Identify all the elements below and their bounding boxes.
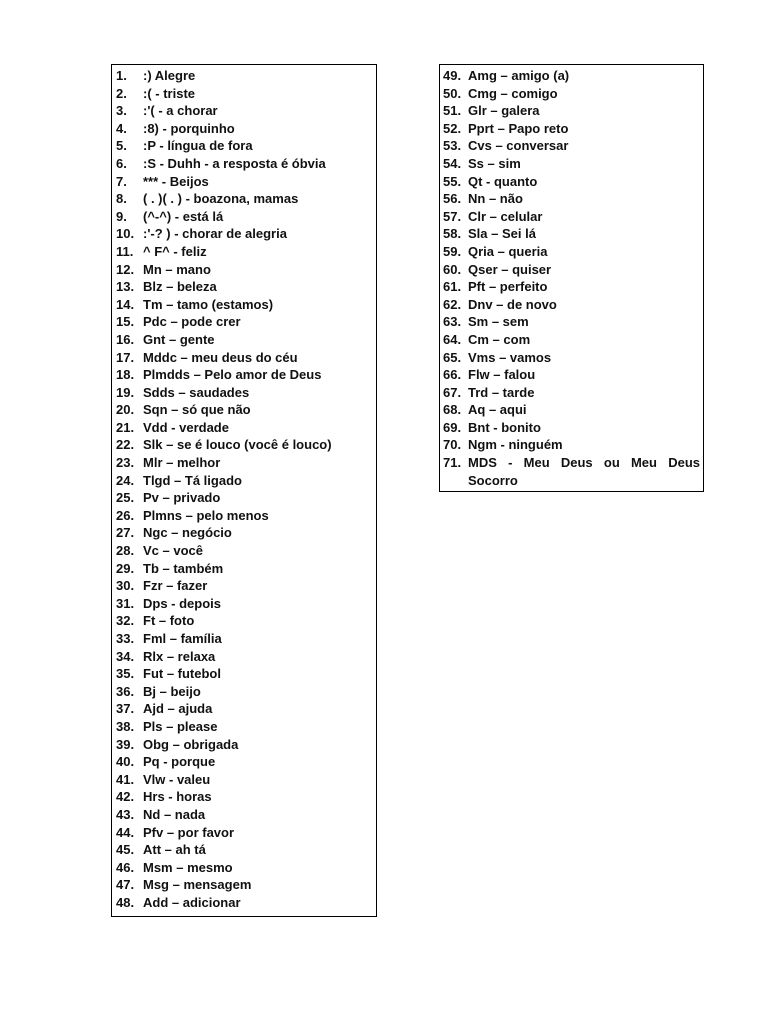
item-text: Qser – quiser [468,261,552,277]
item-number: 15. [116,314,135,330]
item-number: 35. [116,666,135,682]
list-item [440,384,703,402]
item-text: Msg – mensagem [143,877,252,893]
item-text: Pq - porque [143,754,216,770]
item-text: Vlw - valeu [143,771,211,787]
list-item [440,296,703,314]
item-text: Mddc – meu deus do céu [143,349,298,365]
item-text: :'( - a chorar [143,103,218,119]
item-number: 9. [116,208,127,224]
list-item [112,296,376,314]
list-item [112,560,376,578]
item-text: Pls – please [143,718,218,734]
item-text: Ft – foto [143,613,195,629]
list-item [112,876,376,894]
item-text: Nd – nada [143,806,206,822]
list-item [112,524,376,542]
list-item [112,859,376,877]
item-number: 67. [443,384,462,400]
list-item [112,472,376,490]
list-item [440,120,703,138]
item-number: 28. [116,543,135,559]
item-text: Cm – com [468,331,531,347]
list-item [440,313,703,331]
list-item [440,366,703,384]
item-text: Tlgd – Tá ligado [143,472,242,488]
list-item [440,243,703,261]
list-item [112,595,376,613]
item-number: 12. [116,261,135,277]
item-number: 7. [116,173,127,189]
item-text: Amg – amigo (a) [468,68,570,83]
item-number: 70. [443,437,462,453]
item-number: 19. [116,384,135,400]
list-item [440,137,703,155]
item-number: 48. [116,894,135,910]
list-item [112,806,376,824]
item-text: Vc – você [143,543,203,559]
item-number: 26. [116,507,135,523]
item-text: Pdc – pode crer [143,314,241,330]
item-text: Ss – sim [468,155,521,171]
item-number: 4. [116,120,127,136]
item-text: *** - Beijos [143,173,209,189]
item-number: 23. [116,455,135,471]
abbreviations-list-left [111,64,377,917]
list-item [112,771,376,789]
list-item [112,208,376,226]
item-text: Fml – família [143,631,222,646]
item-number: 49. [443,68,462,83]
item-number: 38. [116,718,135,734]
list-item [112,894,376,912]
item-text: Bj – beijo [143,683,201,699]
list-item [112,419,376,437]
item-text: Flw – falou [468,367,536,383]
item-number: 71. [443,455,462,471]
list-item [112,542,376,560]
item-text: Fzr – fazer [143,578,208,594]
item-number: 16. [116,331,135,347]
item-text: Ngc – negócio [143,525,232,541]
item-number: 18. [116,367,135,383]
item-text: Pv – privado [143,490,221,506]
list-item [112,736,376,754]
item-text: Mlr – melhor [143,455,221,471]
list-item [112,85,376,103]
list-item [112,155,376,173]
list-item [440,401,703,419]
item-text: Plmdds – Pelo amor de Deus [143,367,322,383]
item-number: 31. [116,595,135,611]
item-text: Pprt – Papo reto [468,120,569,136]
item-number: 6. [116,155,127,171]
list-item [112,507,376,525]
list-item [112,261,376,279]
abbreviations-list-right [439,64,704,492]
list-item [440,225,703,243]
item-number: 54. [443,155,462,171]
item-number: 1. [116,68,127,83]
list-item [112,841,376,859]
list-item [112,243,376,261]
item-text: :S - Duhh - a resposta é óbvia [143,155,326,171]
item-number: 11. [116,243,134,259]
list-item [440,173,703,191]
item-number: 43. [116,806,135,822]
item-number: 10. [116,226,135,242]
item-text: Att – ah tá [143,842,206,858]
item-number: 42. [116,789,135,805]
item-text: Sdds – saudades [143,384,250,400]
item-number: 45. [116,842,135,858]
item-text: Ajd – ajuda [143,701,213,717]
item-text: Aq – aqui [468,402,527,418]
item-number: 3. [116,103,127,119]
item-number: 62. [443,296,462,312]
item-number: 2. [116,85,127,101]
list-item [440,261,703,279]
item-text: Sm – sem [468,314,529,330]
list-item [112,436,376,454]
list-item [112,67,376,85]
list-item [440,436,703,454]
item-text: Vdd - verdade [143,419,229,435]
list-item [112,700,376,718]
list-item [112,788,376,806]
list-item [112,190,376,208]
item-number: 14. [116,296,135,312]
item-number: 64. [443,331,462,347]
list-item [440,419,703,437]
item-number: 5. [116,138,127,154]
item-number: 60. [443,261,462,277]
list-item [112,665,376,683]
item-number: 22. [116,437,135,453]
item-text: Add – adicionar [143,894,241,910]
item-number: 25. [116,490,135,506]
list-item [112,648,376,666]
list-item [440,190,703,208]
item-text: MDS - Meu Deus ou Meu Deus Socorro [468,455,700,488]
item-number: 52. [443,120,462,136]
list-item [440,349,703,367]
item-text: Hrs - horas [143,789,212,805]
item-number: 55. [443,173,462,189]
item-number: 20. [116,402,135,418]
item-number: 63. [443,314,462,330]
item-number: 44. [116,824,135,840]
item-text: Ngm - ninguém [468,437,563,453]
list-item [112,489,376,507]
item-number: 39. [116,736,135,752]
list-item [112,102,376,120]
item-number: 65. [443,349,462,365]
item-text: Plmns – pelo menos [143,507,269,523]
item-text: ^ F^ - feliz [143,243,207,259]
item-text: Dnv – de novo [468,296,557,312]
item-number: 32. [116,613,135,629]
item-text: Rlx – relaxa [143,648,216,664]
item-number: 59. [443,243,462,259]
list-item [440,454,703,489]
item-text: Cvs – conversar [468,138,569,154]
item-number: 58. [443,226,462,242]
list-item [112,753,376,771]
list-item [112,630,376,648]
list-item [112,331,376,349]
list-item [112,137,376,155]
list-item [112,120,376,138]
list-item [440,155,703,173]
list-item [440,208,703,226]
item-text: Mn – mano [143,261,211,277]
list-item [112,454,376,472]
item-text: Sla – Sei lá [468,226,536,242]
item-text: Cmg – comigo [468,85,558,101]
item-text: Pft – perfeito [468,279,548,295]
item-text: Msm – mesmo [143,859,233,875]
item-number: 34. [116,648,135,664]
item-text: Glr – galera [468,103,540,119]
list-item [112,173,376,191]
list-item [112,313,376,331]
item-number: 29. [116,560,135,576]
item-number: 51. [443,103,462,119]
item-number: 40. [116,754,135,770]
item-text: Tm – tamo (estamos) [143,296,274,312]
item-number: 13. [116,279,135,295]
item-number: 61. [443,279,462,295]
item-text: :( - triste [143,85,195,101]
item-text: Tb – também [143,560,224,576]
list-item [112,278,376,296]
item-text: :P - língua de fora [143,138,253,154]
item-text: Obg – obrigada [143,736,239,752]
item-text: :) Alegre [143,68,196,83]
item-number: 68. [443,402,462,418]
item-number: 66. [443,367,462,383]
list-item [112,718,376,736]
item-text: ( . )( . ) - boazona, mamas [143,191,299,207]
list-item [440,102,703,120]
item-text: Qria – queria [468,243,548,259]
item-text: Trd – tarde [468,384,535,400]
item-number: 46. [116,859,135,875]
item-text: Bnt - bonito [468,419,541,435]
list-item [440,331,703,349]
list-item [440,85,703,103]
item-text: Blz – beleza [143,279,217,295]
item-text: Pfv – por favor [143,824,235,840]
item-number: 56. [443,191,462,207]
item-text: Dps - depois [143,595,222,611]
item-number: 41. [116,771,135,787]
item-text: Fut – futebol [143,666,221,682]
list-item [440,278,703,296]
item-text: :'-? ) - chorar de alegria [143,226,287,242]
item-number: 47. [116,877,135,893]
list-item [112,401,376,419]
item-number: 36. [116,683,135,699]
item-number: 33. [116,631,135,646]
item-number: 17. [116,349,135,365]
item-number: 30. [116,578,135,594]
item-number: 57. [443,208,462,224]
item-number: 21. [116,419,135,435]
list-item [112,577,376,595]
list-item [112,683,376,701]
item-number: 69. [443,419,462,435]
list-item [112,366,376,384]
item-number: 53. [443,138,462,154]
item-text: Nn – não [468,191,523,207]
list-item [112,824,376,842]
item-text: Vms – vamos [468,349,552,365]
list-item [112,384,376,402]
item-number: 8. [116,191,127,207]
item-text: :8) - porquinho [143,120,235,136]
list-item [112,225,376,243]
item-text: Qt - quanto [468,173,538,189]
list-item [112,612,376,630]
item-number: 24. [116,472,135,488]
item-number: 37. [116,701,135,717]
item-text: Slk – se é louco (você é louco) [143,437,332,453]
item-text: Sqn – só que não [143,402,251,418]
item-text: Gnt – gente [143,331,215,347]
list-item [440,67,703,85]
list-item [112,349,376,367]
item-text: (^-^) - está lá [143,208,224,224]
item-number: 27. [116,525,135,541]
item-text: Clr – celular [468,208,543,224]
item-number: 50. [443,85,462,101]
